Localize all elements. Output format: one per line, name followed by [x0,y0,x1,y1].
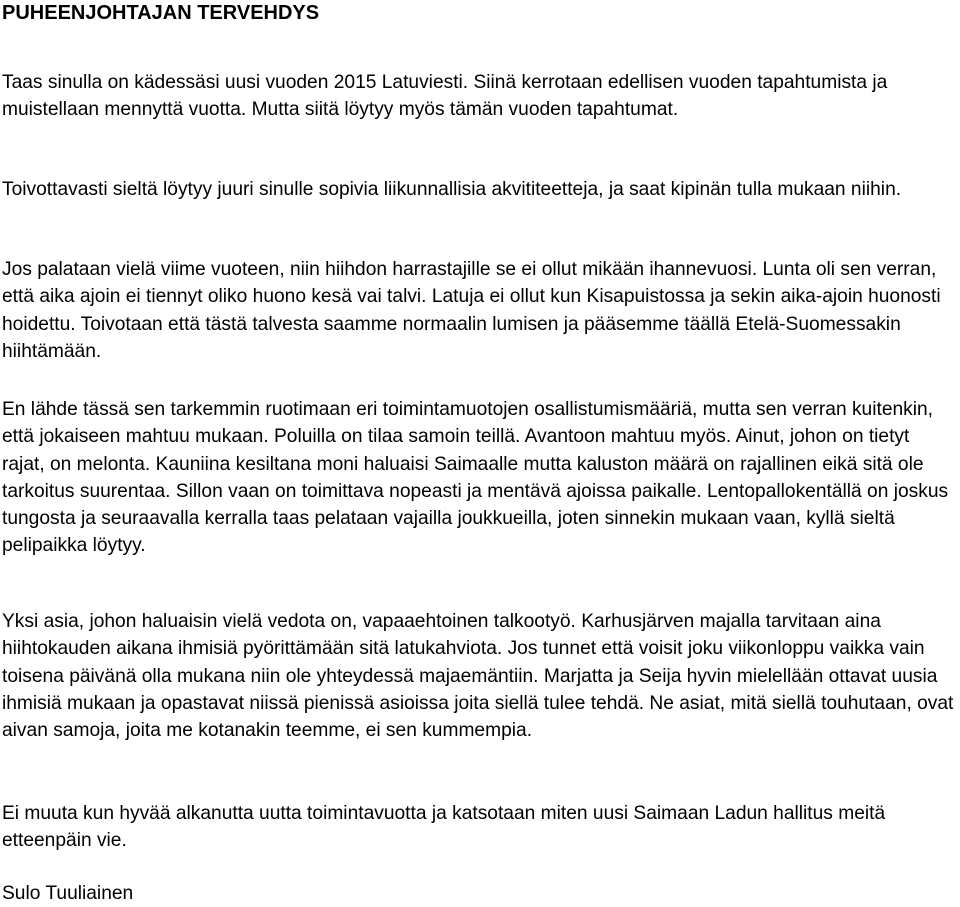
paragraph-last-winter: Jos palataan vielä viime vuoteen, niin hiihdon harrastajille se ei ollut mikään ihannevuosi. Lunta oli sen verran, että aika ajoin ei tiennyt oliko huono kesä vai talvi. Latuja ei ollut kun Kisapuistossa ja sekin aika-ajoin huonosti hoidettu. Toivotaan että tästä talvesta saamme normaalin lumisen ja pääsemme täällä Etelä-Suomessakin hiihtämään. [2,259,941,362]
signature: Sulo Tuuliainen [2,883,134,904]
paragraph-participation: En lähde tässä sen tarkemmin ruotimaan eri toimintamuotojen osallistumismääriä, mutta sen verran kuitenkin, että jokaiseen mahtuu mukaan. Poluilla on tilaa samoin teillä. Avantoon mahtuu myös. Ainut, johon on tietyt rajat, on melonta. Kauniina kesiltana moni haluaisi Saimaalle mutta kaluston määrä on rajallinen eikä sitä ole tarkoitus suurentaa. Sillon vaan on toimittava nopeasti ja mentävä ajoissa paikalle. Lentopallokentällä on joskus tungosta ja seuraavalla kerralla taas pelataan vajailla joukkueilla, joten sinnekin mukaan vaan, kyllä sieltä pelipaikka löytyy. [2,399,949,557]
paragraph-closing: Ei muuta kun hyvää alkanutta uutta toimintavuotta ja katsotaan miten uusi Saimaan Ladun hallitus meitä etteenpäin vie. [2,803,886,852]
page-title: PUHEENJOHTAJAN TERVEHDYS [2,2,320,24]
paragraph-activities: Toivottavasti sieltä löytyy juuri sinulle sopivia liikunnallisia akvititeetteja, ja saat kipinän tulla mukaan niihin. [2,179,902,200]
paragraph-intro: Taas sinulla on kädessäsi uusi vuoden 2015 Latuviesti. Siinä kerrotaan edellisen vuoden tapahtumista ja muistellaan mennyttä vuotta. Mutta siitä löytyy myös tämän vuoden tapahtumat. [2,72,888,121]
paragraph-volunteering: Yksi asia, johon haluaisin vielä vedota on, vapaaehtoinen talkootyö. Karhusjärven majalla tarvitaan aina hiihtokauden aikana ihmisiä pyörittämään sitä latukahviota. Jos tunnet että voisit joku viikonloppu vaikka vain toisena päivänä olla mukana niin ole yhteydessä majaemäntiin. Marjatta ja Seija hyvin mielellään ottavat uusia ihmisiä mukaan ja opastavat niissä pienissä asioissa joita siellä tulee tehdä. Ne asiat, mitä siellä touhutaan, ovat aivan samoja, joita me kotanakin teemme, ei sen kummempia. [2,611,954,742]
